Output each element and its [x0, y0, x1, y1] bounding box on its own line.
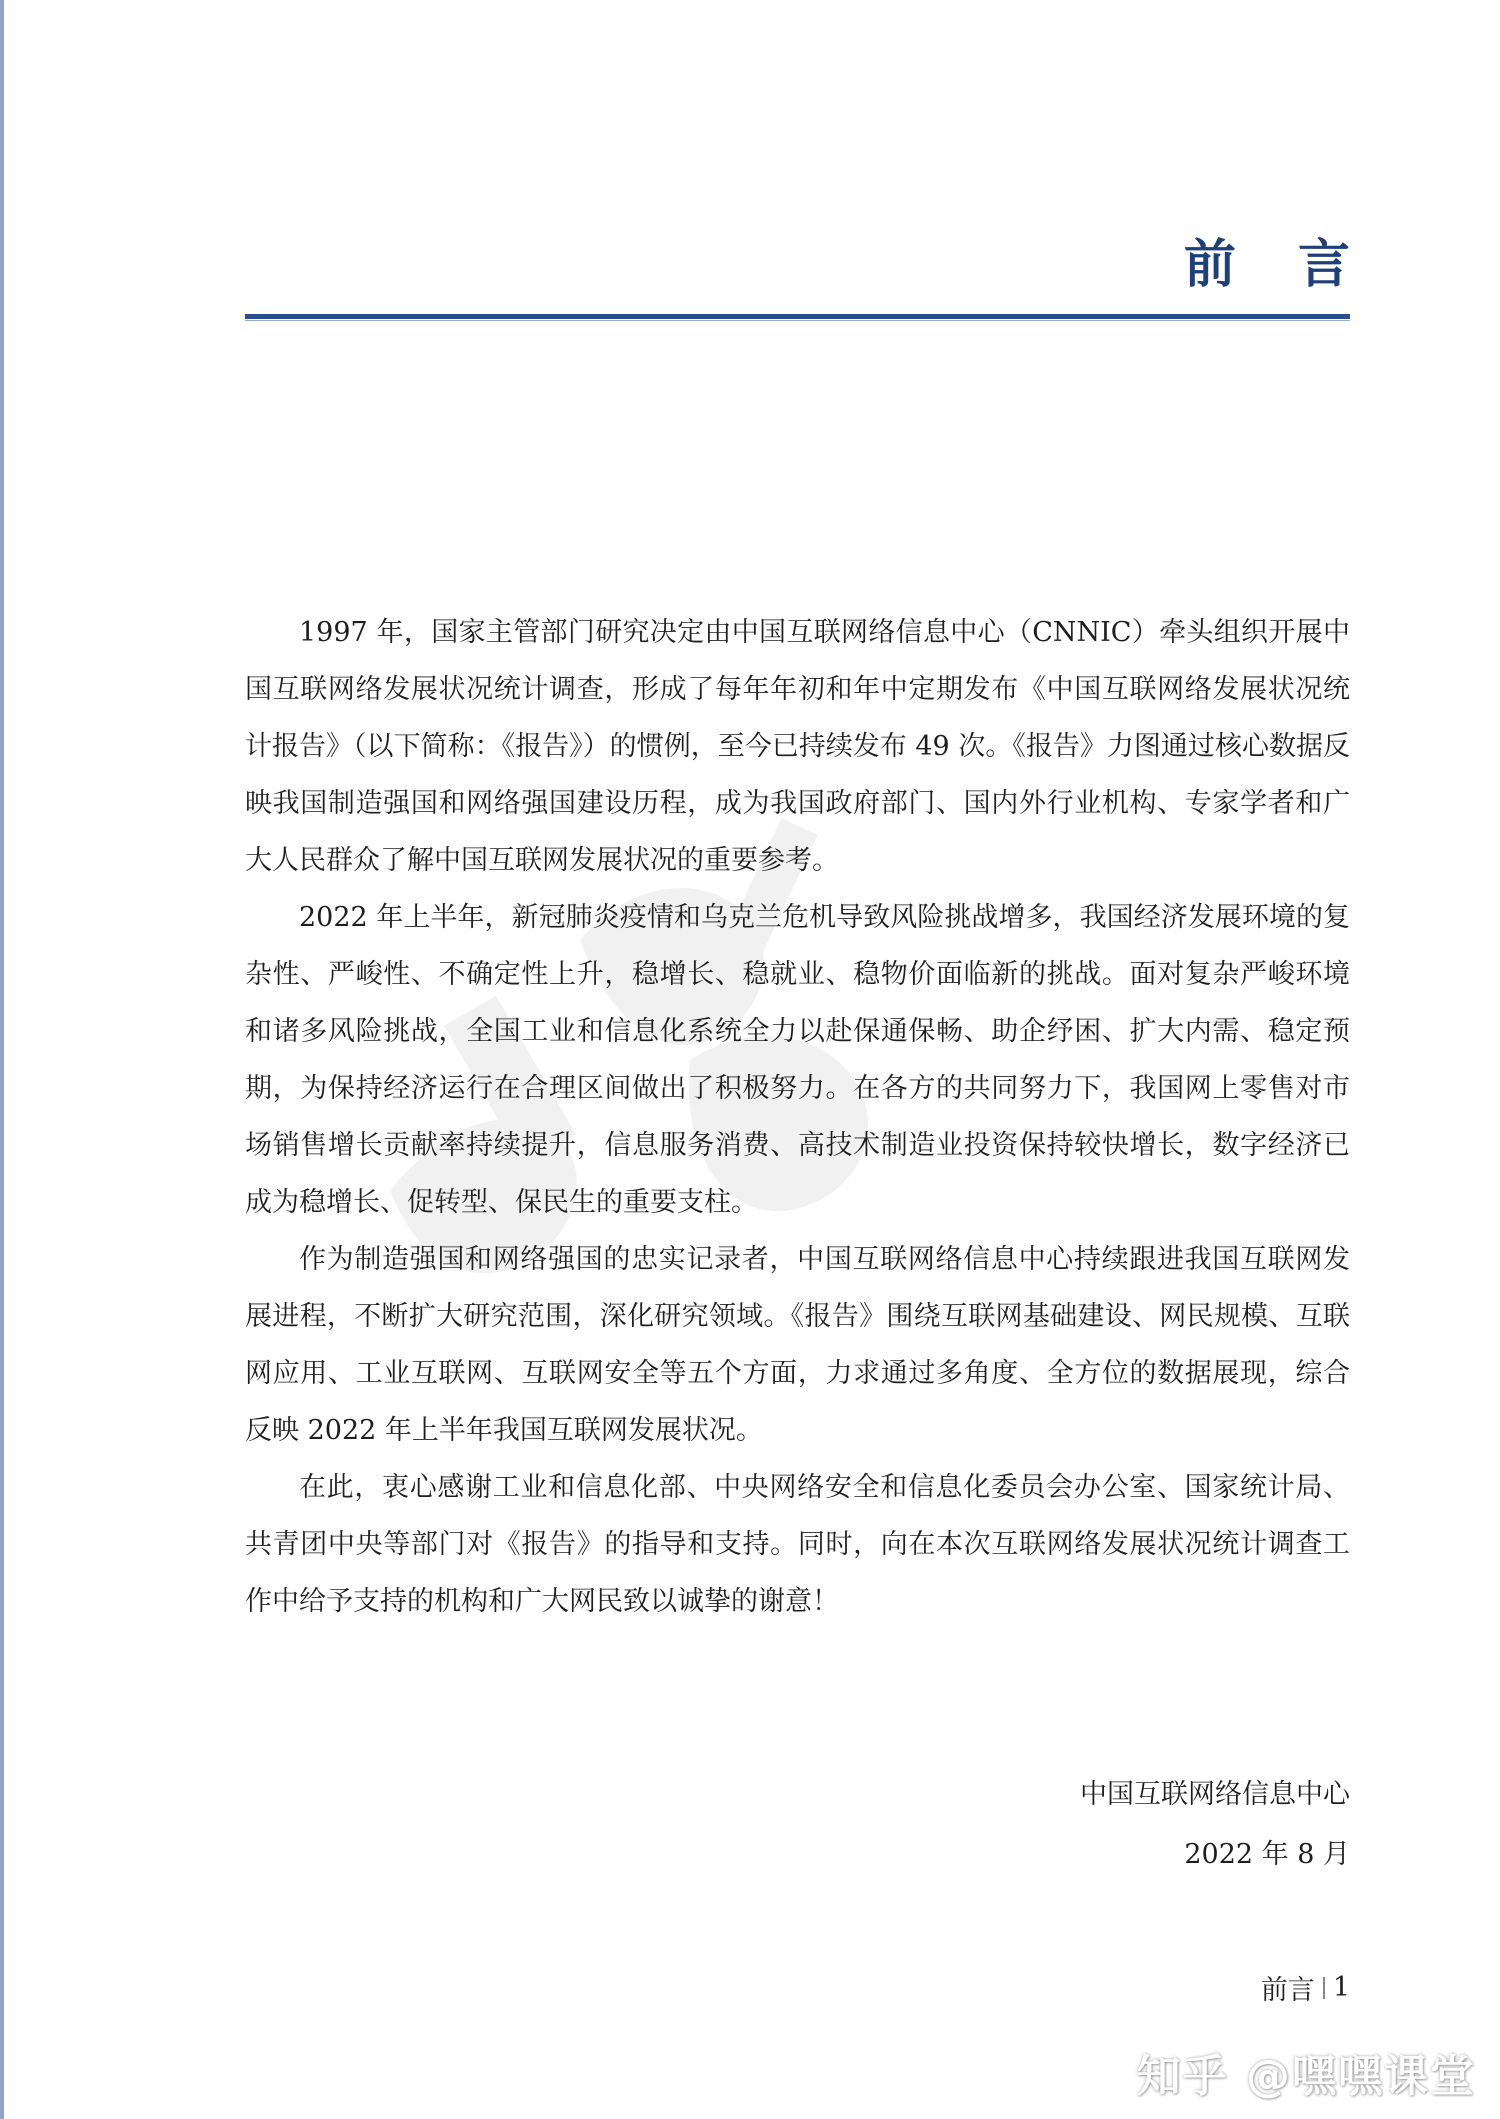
- preface-body: [245, 604, 1350, 1630]
- paragraph: 在此，衷心感谢工业和信息化部、中央网络安全和信息化委员会办公室、国家统计局、共青团中央等部门对《报告》的指导和支持。同时，向在本次互联网络发展状况统计调查工作中给予支持的机构和广大网民致以诚挚的谢意！: [245, 1472, 1350, 1617]
- paragraph: 2022 年上半年，新冠肺炎疫情和乌克兰危机导致风险挑战增多，我国经济发展环境的复杂性、严峻性、不确定性上升，稳增长、稳就业、稳物价面临新的挑战。面对复杂严峻环境和诸多风险挑战，全国工业和信息化系统全力以赴保通保畅、助企纾困、扩大内需、稳定预期，为保持经济运行在合理区间做出了积极努力。在各方的共同努力下，我国网上零售对市场销售增长贡献率持续提升，信息服务消费、高技术制造业投资保持较快增长，数字经济已成为稳增长、促转型、保民生的重要支柱。: [245, 902, 1350, 1218]
- title-underline-thin: [245, 320, 1350, 321]
- page-title: 前 言: [1183, 235, 1372, 295]
- overlay-credit: 知乎 @嘿嘿课堂: [1136, 2051, 1476, 2102]
- title-underline: [245, 314, 1350, 319]
- footer-page-number: 1: [1332, 1972, 1350, 2003]
- signature-date: 2022 年 8 月: [1184, 1839, 1350, 1870]
- paragraph: 作为制造强国和网络强国的忠实记录者，中国互联网络信息中心持续跟进我国互联网发展进程，不断扩大研究范围，深化研究领域。《报告》围绕互联网基础建设、网民规模、互联网应用、工业互联网、互联网安全等五个方面，力求通过多角度、全方位的数据展现，综合反映 2022 年上半年我国互联网发展状况。: [245, 1244, 1350, 1446]
- signature-block: [1080, 1765, 1350, 1885]
- page-edge-rule: [0, 0, 4, 2119]
- signature-org: 中国互联网络信息中心: [1080, 1779, 1350, 1810]
- footer-section: 前言: [1260, 1975, 1315, 2006]
- page-footer: [1261, 1968, 1350, 2007]
- footer-separator: [1323, 1977, 1325, 1999]
- paragraph: 1997 年，国家主管部门研究决定由中国互联网络信息中心（CNNIC）牵头组织开展中国互联网络发展状况统计调查，形成了每年年初和年中定期发布《中国互联网络发展状况统计报告》（以下简称：《报告》）的惯例，至今已持续发布 49 次。《报告》力图通过核心数据反映我国制造强国和网络强国建设历程，成为我国政府部门、国内外行业机构、专家学者和广大人民群众了解中国互联网发展状况的重要参考。: [245, 617, 1350, 876]
